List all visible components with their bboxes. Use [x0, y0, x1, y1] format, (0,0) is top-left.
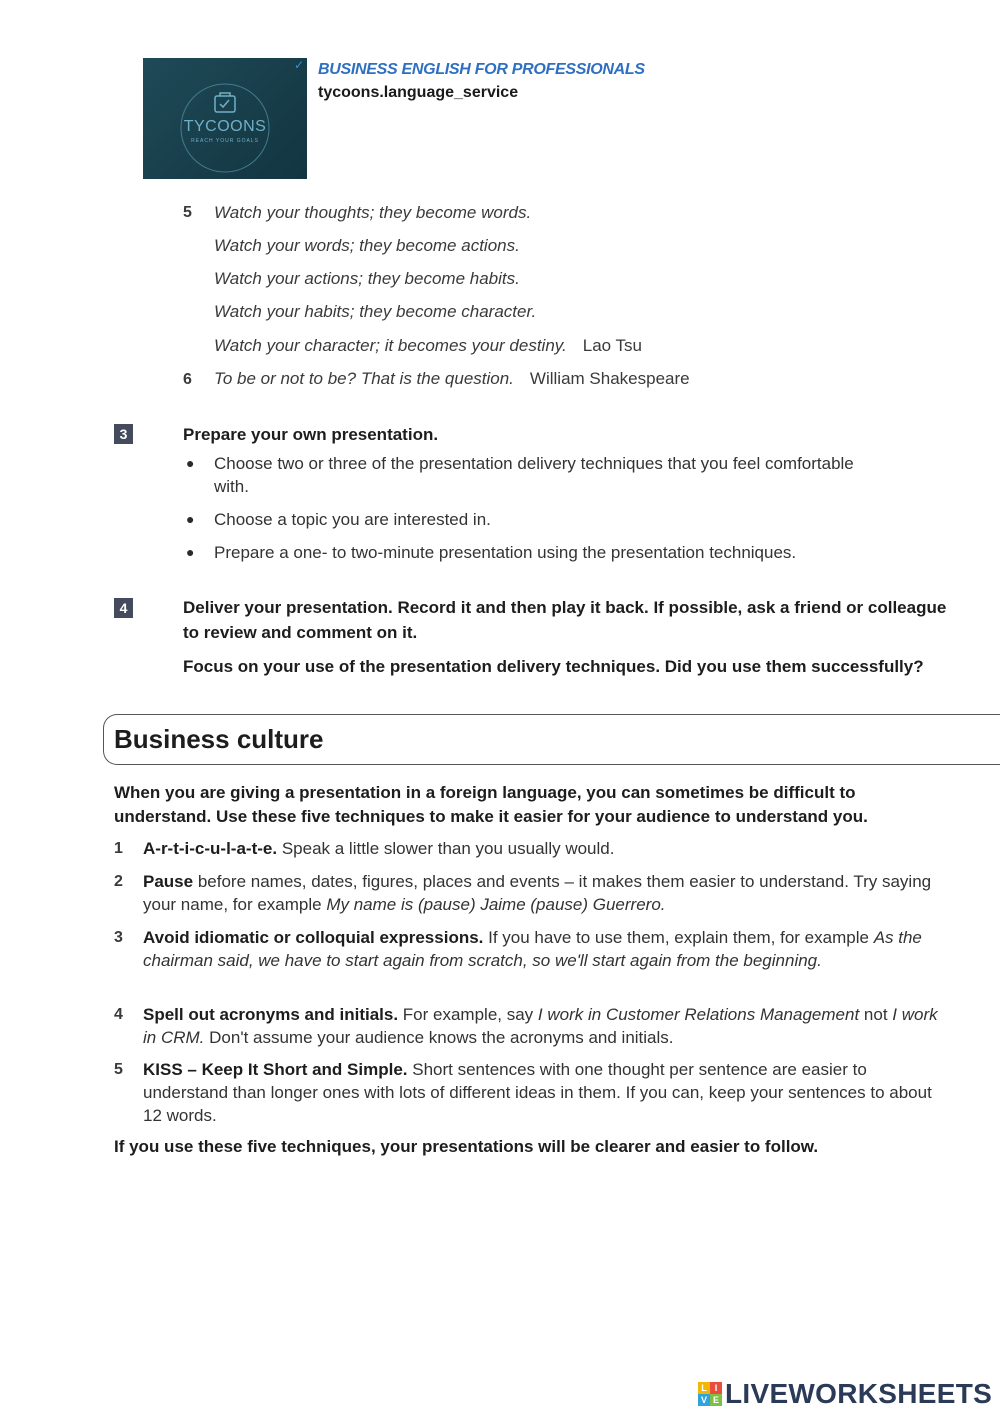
quote-line-last — [214, 336, 642, 356]
bullet-text: Choose a topic you are interested in. — [214, 510, 491, 529]
quote-line: Watch your habits; they become character. — [214, 302, 537, 321]
technique-example: My name is (pause) Jaime (pause) Guerrero. — [326, 895, 666, 914]
task-number-badge: 3 — [114, 424, 133, 444]
technique-text: If you have to use them, explain them, for example — [488, 928, 869, 947]
section-outro: If you use these five techniques, your presentations will be clearer and easier to follow. — [114, 1137, 819, 1156]
quote-number: 5 — [183, 204, 192, 221]
technique-title: Spell out acronyms and initials. — [143, 1005, 399, 1024]
task-heading: Prepare your own presentation. — [183, 425, 439, 444]
tycoons-logo — [143, 58, 307, 179]
task-number-badge: 4 — [114, 598, 133, 618]
technique-example: I work in CRM. — [143, 1005, 938, 1047]
quote-author: William Shakespeare — [529, 369, 690, 388]
technique-title: A-r-t-i-c-u-l-a-t-e. — [143, 839, 278, 858]
quote-text: Watch your character; it becomes your destiny. — [214, 336, 567, 355]
technique-example: I work in Customer Relations Management — [537, 1005, 860, 1024]
technique-text: not — [863, 1005, 888, 1024]
technique-title: Avoid idiomatic or colloquial expressions. — [143, 928, 484, 947]
quote-line-last — [214, 369, 690, 389]
mark-letter: L — [698, 1382, 710, 1394]
liveworksheets-logo — [698, 1376, 992, 1412]
check-mark-icon: ✓ — [293, 58, 304, 72]
technique-title: Pause — [143, 872, 194, 891]
mark-letter: E — [710, 1394, 722, 1406]
logo-name: TYCOONS — [183, 118, 267, 135]
technique-item — [143, 870, 943, 916]
task-heading: Deliver your presentation. Record it and then play it back. If possible, ask a friend or colleague to review and comment on it. — [183, 598, 947, 642]
technique-item — [143, 1003, 943, 1049]
section-title: Business culture — [114, 724, 324, 754]
quote-text: To be or not to be? That is the question. — [214, 369, 514, 388]
task-focus: Focus on your use of the presentation delivery techniques. Did you use them successfully? — [183, 657, 924, 676]
technique-text: before names, dates, figures, places and events – it makes them easier to understand. Try saying your name, for example — [143, 872, 932, 914]
liveworksheets-mark-icon — [698, 1382, 722, 1406]
bullet-icon: ● — [186, 544, 195, 560]
item-number: 4 — [114, 1006, 123, 1023]
mark-letter: I — [710, 1382, 722, 1394]
technique-item — [143, 1058, 933, 1127]
bullet-icon: ● — [186, 455, 195, 471]
brand-handle: tycoons.language_service — [318, 84, 519, 101]
technique-text: For example, say — [402, 1005, 534, 1024]
quote-line: Watch your words; they become actions. — [214, 236, 520, 255]
item-number: 2 — [114, 873, 123, 890]
logo-tagline: REACH YOUR GOALS — [191, 138, 259, 144]
mark-letter: V — [698, 1394, 710, 1406]
bullet-icon: ● — [186, 511, 195, 527]
item-number: 5 — [114, 1061, 123, 1078]
quote-number: 6 — [183, 371, 192, 388]
section-intro: When you are giving a presentation in a foreign language, you can sometimes be difficult to understand. Use these five techniques to make it easier for your audience to understand you. — [114, 783, 868, 826]
item-number: 1 — [114, 840, 123, 857]
technique-item — [143, 837, 963, 860]
technique-text: Don't assume your audience knows the acronyms and initials. — [209, 1028, 674, 1047]
item-number: 3 — [114, 929, 123, 946]
technique-text: Speak a little slower than you usually would. — [281, 839, 615, 858]
quote-line: Watch your thoughts; they become words. — [214, 203, 532, 222]
technique-title: KISS – Keep It Short and Simple. — [143, 1060, 408, 1079]
bullet-text: Prepare a one- to two-minute presentation using the presentation techniques. — [214, 543, 797, 562]
technique-example: As the chairman said, we have to start again from scratch, so we'll start again from the beginning. — [143, 928, 922, 970]
bullet-text: Choose two or three of the presentation delivery techniques that you feel comfortable with. — [214, 454, 854, 496]
technique-text: Short sentences with one thought per sentence are easier to understand than longer ones with lots of different ideas in them. If you can, keep your sentences to about 12 words. — [143, 1060, 932, 1125]
brand-title: BUSINESS ENGLISH FOR PROFESSIONALS — [318, 61, 645, 78]
quote-line: Watch your actions; they become habits. — [214, 269, 520, 288]
technique-item — [143, 926, 953, 972]
quote-author: Lao Tsu — [582, 336, 642, 355]
liveworksheets-brand: LIVEWORKSHEETS — [725, 1378, 993, 1409]
